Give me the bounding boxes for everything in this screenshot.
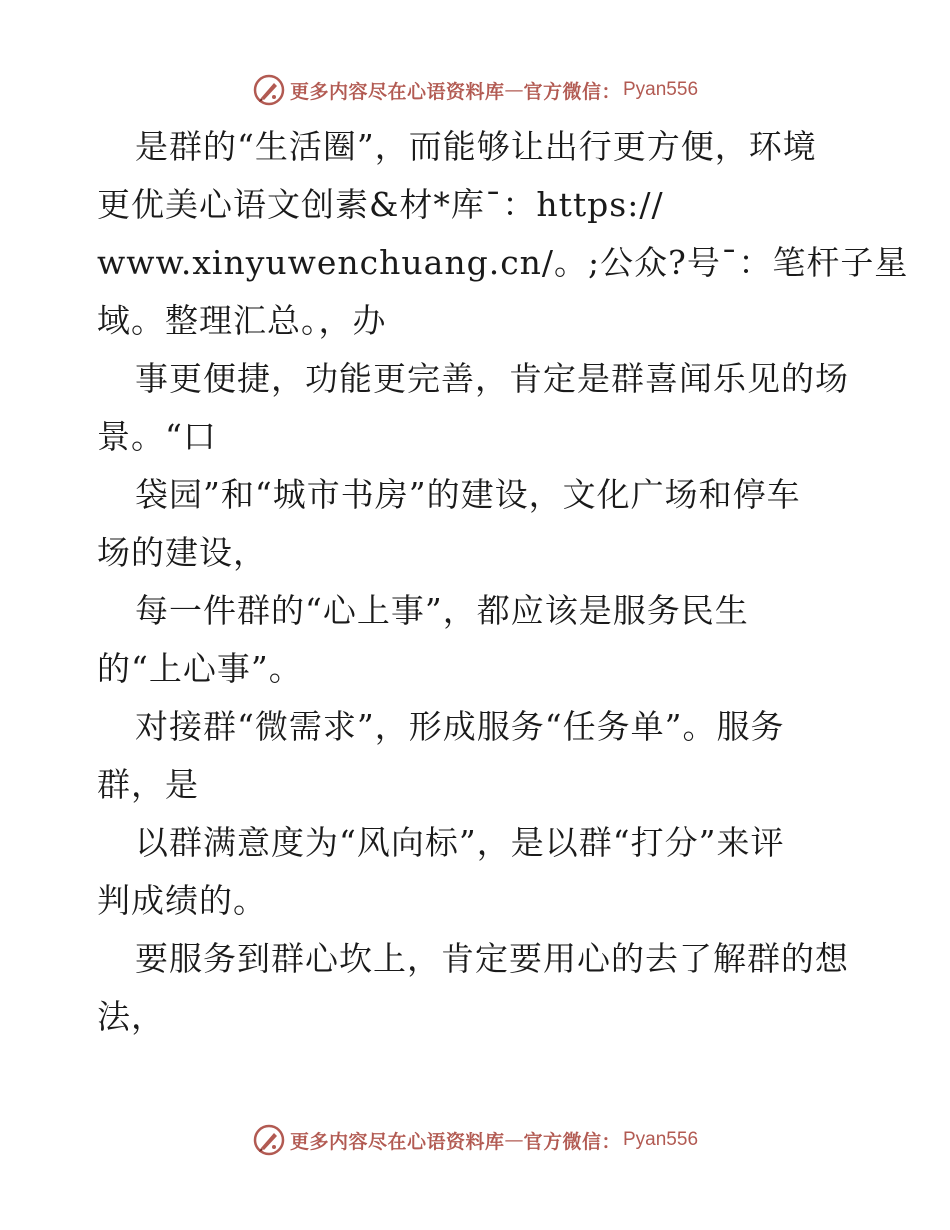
document-body	[97, 118, 909, 1046]
header-banner	[0, 70, 950, 110]
text-line: www.xinyuwenchuang.cn/。;公众?号¯：笔杆子星	[97, 243, 909, 282]
banner-slogan: 更多内容尽在心语资料库	[289, 1130, 505, 1153]
text-line: 判成绩的。	[97, 881, 267, 920]
text-line: 对接群“微需求”，形成服务“任务单”。服务	[135, 707, 785, 746]
banner-wechat-id: Pyan556	[623, 79, 699, 100]
pen-nib-logo-icon	[252, 73, 286, 107]
banner-separator: —	[504, 79, 524, 101]
text-line: 法，	[97, 997, 165, 1036]
banner-wechat-label: 官方微信：	[523, 80, 621, 103]
banner-wechat-label: 官方微信：	[523, 1130, 621, 1153]
text-line: 要服务到群心坎上，肯定要用心的去了解群的想	[135, 939, 849, 978]
text-line: 场的建设，	[97, 533, 267, 572]
text-line: 域。整理汇总。，办	[97, 301, 387, 340]
text-line: 每一件群的“心上事”，都应该是服务民生	[135, 591, 749, 630]
banner-wechat-id: Pyan556	[623, 1129, 699, 1150]
banner-separator: —	[504, 1129, 524, 1151]
text-line: 更优美心语文创素&材*库¯：https://	[97, 185, 664, 224]
text-line: 的“上心事”。	[97, 649, 303, 688]
text-line: 事更便捷，功能更完善，肯定是群喜闻乐见的场	[135, 359, 849, 398]
banner-slogan: 更多内容尽在心语资料库	[289, 80, 505, 103]
pen-nib-logo-icon	[252, 1123, 286, 1157]
footer-banner	[0, 1120, 950, 1160]
text-line: 群，是	[97, 765, 199, 804]
text-line: 袋园”和“城市书房”的建设，文化广场和停车	[135, 475, 801, 514]
text-line: 以群满意度为“风向标”，是以群“打分”来评	[135, 823, 785, 862]
text-line: 景。“口	[97, 417, 217, 456]
text-line: 是群的“生活圈”，而能够让出行更方便，环境	[135, 127, 817, 166]
